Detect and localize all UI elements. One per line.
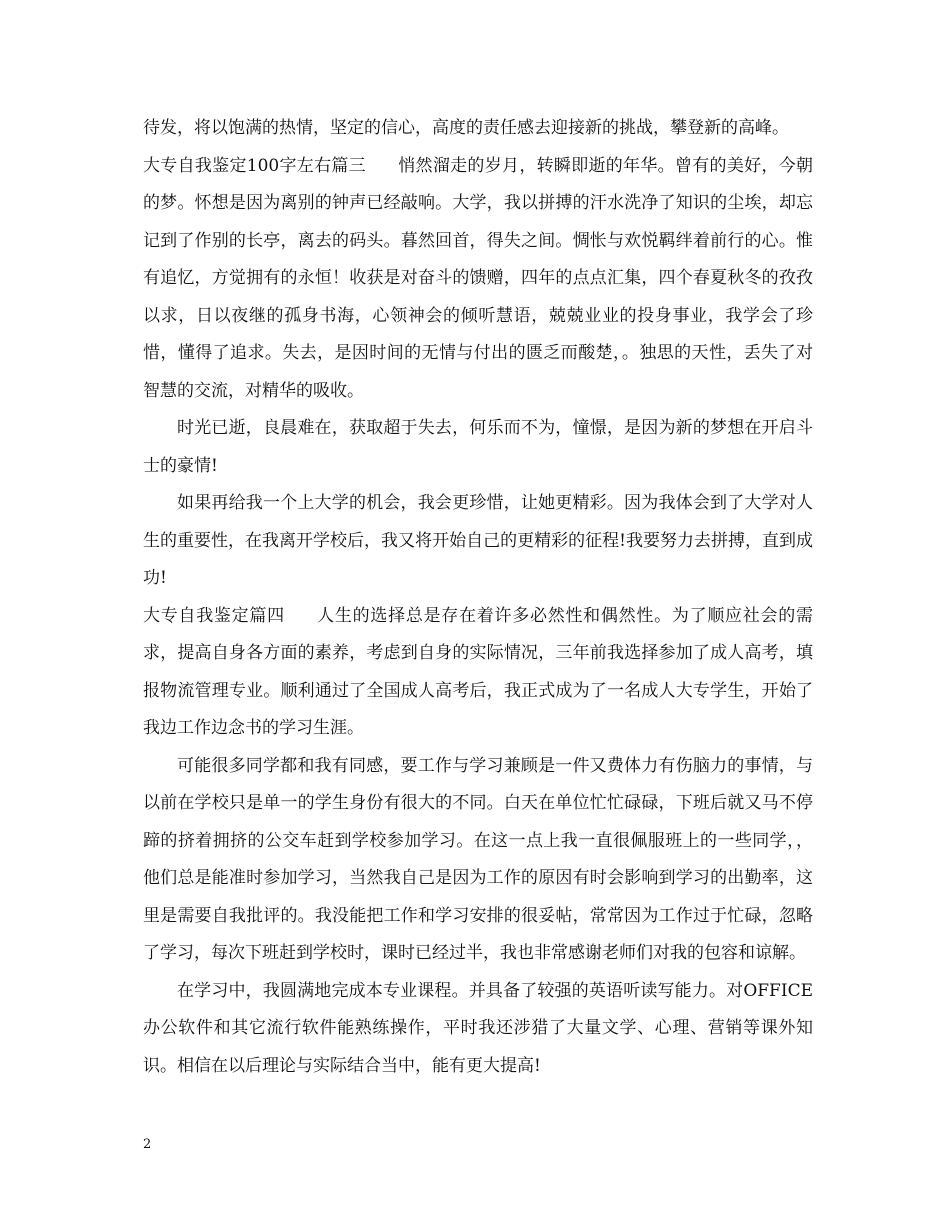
paragraph-text: 在学习中，我圆满地完成本专业课程。并具备了较强的英语听读写能力。对OFFICE办公软件和其它流行软件能熟练操作，平时我还涉猎了大量文学、心理、营销等课外知识。相信在以后理论与实际结合当中，能有更大提高!	[143, 980, 813, 1076]
section-heading: 大专自我鉴定100字左右篇三	[143, 155, 366, 176]
paragraph-text: 可能很多同学都和我有同感，要工作与学习兼顾是一件又费体力有伤脑力的事情，与以前在学校只是单一的学生身份有很大的不同。白天在单位忙忙碌碌，下班后就又马不停蹄的挤着拥挤的公交车赶到学校参加学习。在这一点上我一直很佩服班上的一些同学，，他们总是能准时参加学习，当然我自己是因为工作的原因有时会影响到学习的出勤率，这里是需要自我批评的。我没能把工作和学习安排的很妥帖，常常因为工作过于忙碌，忽略了学习，每次下班赶到学校时，课时已经过半，我也非常感谢老师们对我的包容和谅解。	[143, 755, 813, 963]
paragraph	[143, 748, 813, 973]
paragraph-text: 悄然溜走的岁月，转瞬即逝的年华。曾有的美好，今朝的梦。怀想是因为离别的钟声已经敲响。大学，我以拼搏的汗水洗净了知识的尘埃，却忘记到了作别的长亭，离去的码头。暮然回首，得失之间。惆怅与欢悦羁绊着前行的心。惟有追忆，方觉拥有的永恒！收获是对奋斗的馈赠，四年的点点汇集，四个春夏秋冬的孜孜以求，日以夜继的孤身书海，心领神会的倾听慧语，兢兢业业的投身事业，我学会了珍惜，懂得了追求。失去，是因时间的无情与付出的匮乏而酸楚，。独思的天性，丢失了对智慧的交流，对精华的吸收。	[143, 155, 814, 401]
paragraph-text: 待发，将以饱满的热情，坚定的信心，高度的责任感去迎接新的挑战，攀登新的高峰。	[143, 118, 789, 138]
document-body	[143, 110, 813, 1085]
paragraph	[143, 410, 813, 485]
paragraph	[143, 148, 813, 411]
paragraph	[143, 598, 813, 748]
paragraph-text: 时光已逝，良晨难在，获取超于失去，何乐而不为，憧憬，是因为新的梦想在开启斗士的豪情!	[143, 418, 813, 476]
paragraph	[143, 485, 813, 598]
paragraph	[143, 110, 813, 148]
section-heading: 大专自我鉴定篇四	[143, 605, 285, 626]
paragraph	[143, 973, 813, 1086]
paragraph-text: 人生的选择总是存在着许多必然性和偶然性。为了顺应社会的需求，提高自身各方面的素养，考虑到自身的实际情况，三年前我选择参加了成人高考，填报物流管理专业。顺利通过了全国成人高考后，我正式成为了一名成人大专学生，开始了我边工作边念书的学习生涯。	[143, 605, 813, 738]
page-number: 2	[143, 1137, 152, 1152]
paragraph-text: 如果再给我一个上大学的机会，我会更珍惜，让她更精彩。因为我体会到了大学对人生的重要性，在我离开学校后，我又将开始自己的更精彩的征程!我要努力去拼搏，直到成功!	[143, 493, 813, 588]
